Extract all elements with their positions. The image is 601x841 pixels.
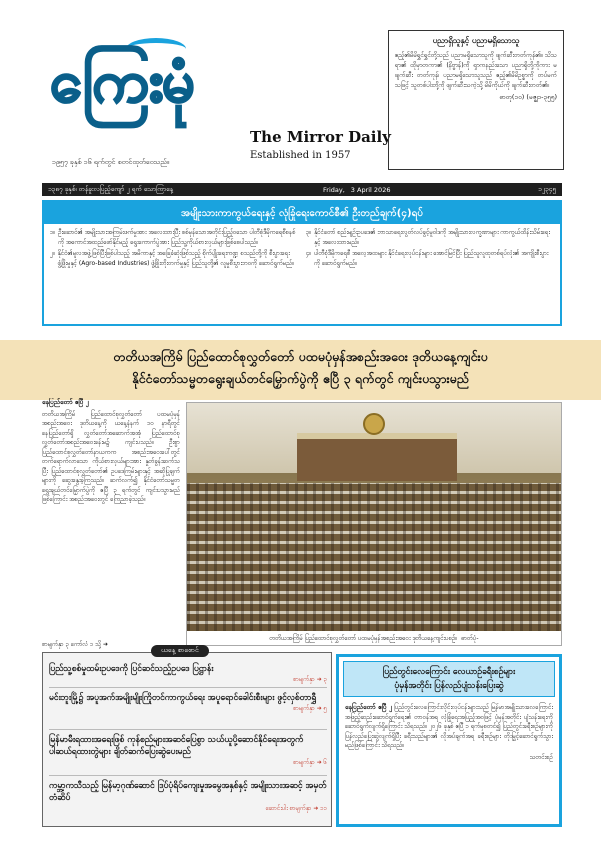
- inside-item-section: ဆောင်းပါး: [265, 805, 288, 812]
- objective-item: [306, 249, 554, 268]
- side-dateline: နေပြည်တော် ဧပြီ ၂: [345, 703, 393, 711]
- proverb-body: ဧည့်၏မိမိရွှင်ရွှင်တို့သည် ပညာမရှိသောသူကို ဖျက်ဆီးတတ်ကုန်၏။ သိသရာ၏ ထိုမှာတကာ၏ (နိဗ္ဗာန်)ကို ရှာကနည်းသော ပညာရှိတို့ကိုကား မဖျက်ဆီး တတ်ကုန်၊ ပညာမရှိသောသူသည် ဧည့်၏မိမိဥစ္စာကို တပ်မက်သဖြင့် သူတစ်ပါးတို့ကို ဖျက်ဆီးသကဲ့သို့ မိမိကိုယ်ကို ဖျက်ဆီးတတ်၏။: [395, 52, 557, 89]
- divider: [49, 775, 327, 776]
- inside-item-title: မင်းဘူးမြို့၌ အပူအက်အမျိုးမျိုးကြိုတင်ကာကွယ်ရေး အပူရောင်ခေါင်းစီးများ ဖွင့်လှစ်တာရွှီ: [49, 693, 317, 703]
- inside-item-title: မြန်မာမီးရထားအရေးဖြစ် ကုန်စည်များအဆင်ပြေစွာ သယ်ယူပို့ဆောင်နိုင်ရေးအတွက် ပါဆယ်ရထားတွဲများ ချိတ်ဆက်ပြေးဆွဲပေးမည်: [49, 735, 304, 757]
- logo-wordmark: ကြေးမုံ: [50, 47, 193, 115]
- objectives-box: [42, 200, 562, 326]
- photo-caption-text: တတိယအကြိမ် ပြည်ထောင်စုလွှတ်တော် ပထမပုံမှန်အစည်းအဝေး ဒုတိယနေ့ကျင်းပစဉ်။: [269, 634, 458, 642]
- inside-item[interactable]: [49, 734, 327, 767]
- side-headline-line-2: ပုံမှန်အတိုင်း ပြန်လည်ပျံသန်းပြေးဆွဲ: [394, 681, 504, 691]
- objective-text: ဦးဆောင်၏ အမျိုးသားအကြမ်းဖက်မှုအား အလေးထားပြီး စစ်မှန်သောအတိုင်းပြည့်ဝသော ပါတီစုံဒီမိုကရေစီစနစ်ကို အကောင်အထည်ဖော်နိုင်မည့် ရွေးကောက်ပွဲအား ပြည်သူ့ကိုယ်စားလှယ်များဖြစ်စေပါသည်။: [58, 229, 296, 246]
- objective-text: နိုင်ငံ၏မူလအဖွဲ့ဖြစ်ပြီးဖြစ်ပါသည့် အမိကာနှင့် အခြေခံဆုံးဖြစ်သည့် စိုက်ပျိုးရေးကဏ္ဍ စသည်တို့ကို စီးပွားရေးဖွံ့ဖြိုးမှုနှင့် (Agro-based Industries) ဖွံ့ဖြိုးတိုးတက်မှုနှင့် ပြည်သူတို့၏ လူမှုစီးပွားဘဝကို ဆောင်ရွက်မည်။: [57, 250, 294, 267]
- inside-item[interactable]: [49, 663, 327, 684]
- lead-story-text: [42, 398, 180, 638]
- english-title: The Mirror Daily: [250, 128, 391, 146]
- objective-number: ၂။: [50, 250, 55, 257]
- objective-number: ၁။: [50, 229, 56, 236]
- side-body-text: ပြည်တွင်းလေကြောင်းလိုင်းလုပ်ငန်းများသည် မြန်မာအမျိုးသားလေကြောင်း အဖြည့်ဆည်းဆောင်ရွက်ရေး၏ တာဝန်အရ လုံခြုံရေးအပြည့်အဝဖြင့် ပုံမှန်အတိုင်း ပျံသန်းရေးကို ဆောင်ရွက်လျက်ရှိကြောင်း သိရသည်။ ၂၀၂၆ ခုနှစ် ဧပြီ ၁ ရက်မှစတင်၍ ပြည်တွင်းခရီးစဉ်များကို ပြန်လည်ပြေးဆွဲလျက်ရှိပြီး ခရီးသည်များ၏ လိုအပ်ချက်အရ ခရီးစဉ်များ တိုးမြှင့်ဆောင်ရွက်သွားမည်ဖြစ်ကြောင်း သိရသည်။: [345, 704, 554, 749]
- side-story-body: [339, 701, 559, 764]
- lead-dateline: နေပြည်တော် ဧပြီ ၂: [42, 398, 89, 406]
- proverb-box: [388, 30, 564, 170]
- inside-tag: ယနေ့ စာစောင်: [151, 645, 209, 657]
- inside-item-page: စာမျက်နှာ ➜ ၆: [293, 759, 327, 766]
- hall-seating-shade: [187, 483, 561, 631]
- proverb-title: ပညာရှိသူနှင့် ပညာမရှိသောသူ: [432, 36, 520, 45]
- objective-item: [50, 228, 298, 247]
- objectives-column-left: [50, 228, 298, 270]
- divider: [49, 687, 327, 688]
- objective-item: [306, 228, 554, 247]
- side-story-header[interactable]: [343, 661, 555, 697]
- side-story-box: [336, 654, 562, 827]
- dateline-bar: [42, 183, 562, 196]
- english-date: 3 April 2026: [350, 185, 391, 194]
- objective-item: [50, 249, 298, 268]
- objectives-title: အမျိုးသားကာကွယ်ရေးနှင့် လုံခြုံရေးကောင်စီ၏ ဦးတည်ချက်(၄)ရပ်: [44, 202, 560, 224]
- lead-continued-link[interactable]: စာမျက်နှာ ၃ ကော်လံ ၁ သို့ ➜: [42, 641, 108, 648]
- lead-photo-frame: [186, 402, 562, 646]
- inside-item-page-ref: စာမျက်နှာ ➜ ၁၁: [289, 805, 327, 812]
- proverb-source: ဓာတု(၁၀) (မဇ္ဈ၁-၃၅၅): [499, 93, 557, 101]
- lead-body: တတိယအကြိမ် ပြည်ထောင်စုလွှတ်တော် ပထမပုံမှန်အစည်းအဝေး ဒုတိယနေ့ကို ယနေ့နံနက် ၁၀ နာရီတွင် နေပြည်တော်ရှိ လွှတ်တော်အဆောက်အအုံ ပြည်ထောင်စုလွှတ်တော်အစည်းအဝေးခန်းမ၌ ကျင်းပသည်။ ဦးစွာ ပြည်ထောင်စုလွှတ်တော်နာယကက အစည်းအဝေးပေါ်တွင် တက်ရောက်လာသော ကိုယ်စားလှယ်များအား နှုတ်ခွန်းဆက်သပြီး ပြည်ထောင်စုလွှတ်တော်၏ ဥပဒေကြမ်းများနှင့် အဆိုပြုချက်များကို ဆွေးနွေးခဲ့ကြသည်။ ဆက်လက်၍ နိုင်ငံတော်သမ္မတ ရွေးချယ်တင်မြှောက်ပွဲကို ဧပြီ ၃ ရက်တွင် ကျင်းပသွားမည်ဖြစ်ကြောင်း အစည်းအဝေးတွင် ကြေညာခဲ့သည်။: [42, 410, 180, 503]
- objective-text: နိုင်ငံတော် စည်းမျဉ်းဥပဒေ၏ ဘာသာရေးလွတ်လပ်ခွင့်မူဝါဒကို အမျိုးသားလက္ခဏာများ ကာကွယ်ထိန်းသိမ်းရေး နှင့် အလေးထားမည်။: [314, 229, 550, 246]
- inside-item-page: စာမျက်နှာ ➜ ၃: [293, 676, 327, 683]
- established-line: Established in 1957: [250, 150, 351, 161]
- founded-line: ၁၉၅၇ ခုနှစ် ၁၆ ရက်တွင် စတင်ထုတ်ဝေသည်။: [52, 158, 170, 166]
- objective-number: ၃။: [306, 229, 312, 236]
- newspaper-logo: [42, 30, 242, 155]
- lead-headline-bar: [0, 340, 601, 400]
- objective-number: ၄။: [306, 250, 312, 257]
- inside-item-title: ကမ္ဘာ့ကသီသည့် မြန်မာ့ဂုဏ်ဆောင် ဒြပ်ပုံရိပ်ကျေးမှုအမွေအနှစ်နှင့် အမျိုးသားအဆင့် အမှတ်တံဆိပ်: [49, 781, 327, 803]
- lead-headline-line-2[interactable]: နိုင်ငံတော်သမ္မတရွေးချယ်တင်မြှောက်ပွဲကို ဧပြီ ၃ ရက်တွင် ကျင်းပသွားမည်: [132, 371, 469, 386]
- weekday: Friday,: [323, 185, 345, 194]
- side-headline-line-1: ပြည်တွင်းလေကြောင်း လေယာဉ်ခရီးစဉ်များ: [382, 667, 516, 677]
- photo-caption: [187, 631, 561, 645]
- parliament-hall-photo[interactable]: [187, 403, 561, 631]
- inside-item-page: [49, 804, 327, 813]
- divider: [49, 729, 327, 730]
- issue-number: ၁၂၃၄၅: [538, 184, 556, 193]
- inside-item[interactable]: [49, 692, 327, 713]
- inside-item[interactable]: [49, 780, 327, 813]
- inside-contents-box: [42, 646, 332, 827]
- inside-item-title: ပြည်သူ့စစ်မှုထမ်းဥပဒေကို ပြင်ဆင်သည့်ဥပဒေ ပြဋ္ဌာန်း: [49, 664, 214, 674]
- objectives-column-right: [306, 228, 554, 270]
- objective-text: ပါတီစုံဒီမိုကရေစီ အလေ့အထများ နိုင်ငံရေးလုပ်ငန်းများ အောင်မြင်ပြီး ပြည်သူလူထုတစ်ရပ်လုံး၏ အကျိုးစီးပွားကို ဆောင်ရွက်မည်။: [314, 250, 549, 267]
- photo-credit: ဓာတ်ပုံ-: [461, 634, 479, 642]
- side-author: သတင်းစဉ်: [529, 753, 553, 761]
- burmese-date: ၁၃၈၇ ခုနှစ်၊ တန်ခူးလပြည့်ကျော် ၂ ရက် သောကြာနေ့: [48, 184, 174, 193]
- inside-item-page: စာမျက်နှာ ➜ ၅: [293, 705, 327, 712]
- state-seal-icon: [363, 413, 385, 435]
- lead-headline-line-1[interactable]: တတိယအကြိမ် ပြည်ထောင်စုလွှတ်တော် ပထမပုံမှန်အစည်းအဝေး ဒုတိယနေ့ကျင်းပ: [113, 349, 488, 364]
- hall-stage: [297, 433, 457, 481]
